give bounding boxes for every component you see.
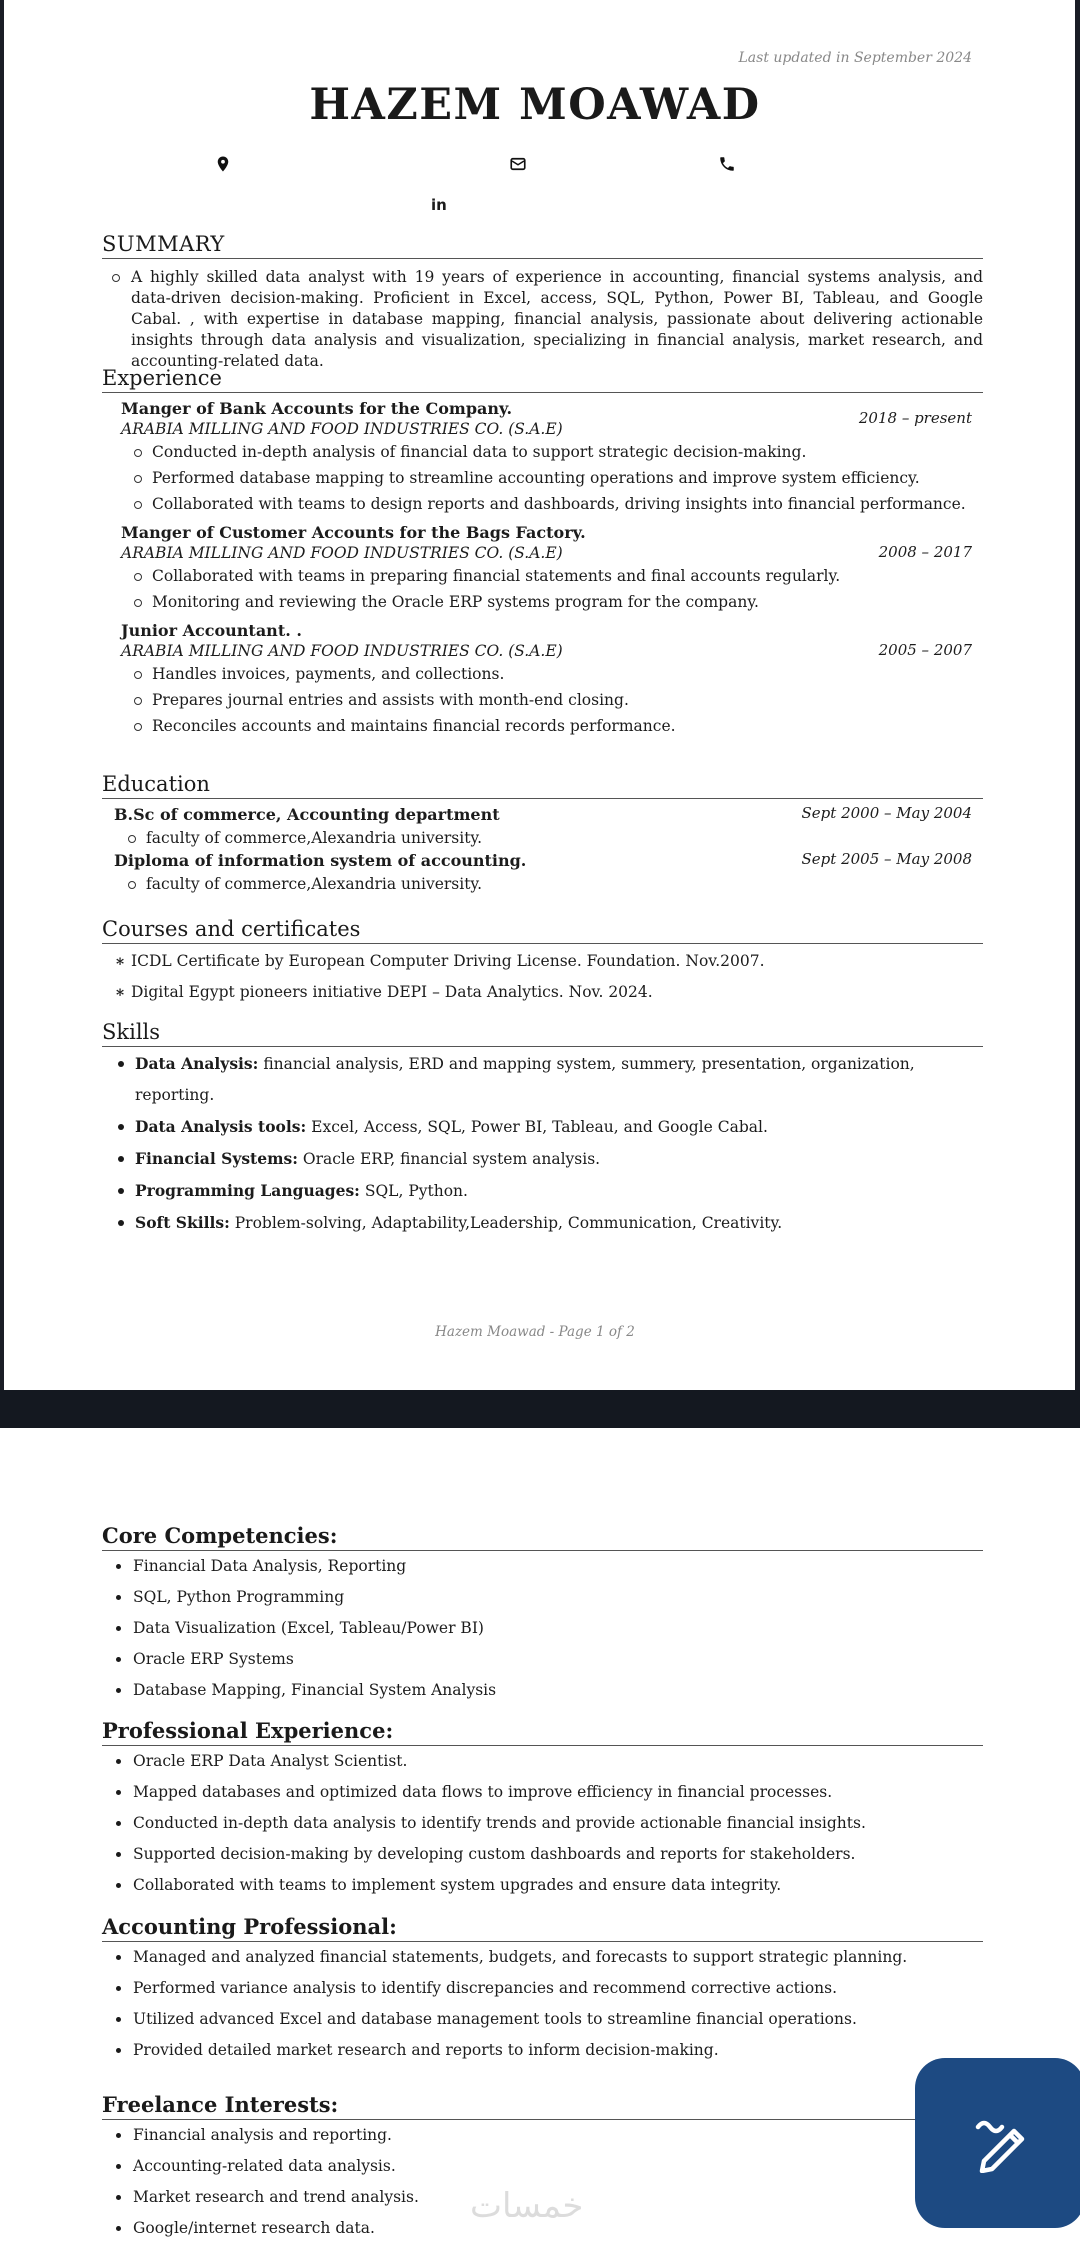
job-dates: 2008 – 2017: [878, 543, 972, 561]
list-item: Managed and analyzed financial statements, budgets, and forecasts to support strategic planning.: [102, 1942, 983, 1973]
list-item: SQL, Python Programming: [102, 1582, 983, 1613]
skill-label: Financial Systems:: [135, 1149, 298, 1168]
experience-heading: Experience: [102, 366, 983, 393]
list-item: Monitoring and reviewing the Oracle ERP systems program for the company.: [102, 589, 983, 615]
list-item: Data Visualization (Excel, Tableau/Power BI): [102, 1613, 983, 1644]
list-item: Prepares journal entries and assists with month-end closing.: [102, 687, 983, 713]
accounting-professional-section: [102, 1914, 983, 2066]
page-edge-right: [1075, 0, 1080, 1390]
list-item: [102, 1048, 983, 1111]
list-item: * ICDL Certificate by European Computer Driving License. Foundation. Nov.2007.: [102, 946, 983, 977]
skill-text: SQL, Python.: [364, 1182, 468, 1200]
page-edge-left: [0, 0, 4, 1390]
professional-experience-section: [102, 1718, 983, 1901]
skill-label: Data Analysis tools:: [135, 1117, 307, 1136]
job-entry: [102, 523, 983, 615]
list-item: Financial analysis and reporting.: [102, 2120, 983, 2151]
job-entry: [102, 399, 983, 517]
edit-fab-button[interactable]: [915, 2058, 1080, 2228]
skill-label: Data Analysis:: [135, 1054, 259, 1073]
list-item: [102, 1111, 983, 1143]
email-icon[interactable]: [509, 155, 527, 173]
list-item: * Digital Egypt pioneers initiative DEPI – Data Analytics. Nov. 2024.: [102, 977, 983, 1008]
list-item: Oracle ERP Systems: [102, 1644, 983, 1675]
list-item: Handles invoices, payments, and collections.: [102, 661, 983, 687]
job-title: Junior Accountant. .: [121, 621, 302, 640]
accounting-professional-heading: Accounting Professional:: [102, 1914, 983, 1942]
skills-heading: Skills: [102, 1020, 983, 1047]
list-item: Financial Data Analysis, Reporting: [102, 1551, 983, 1582]
job-entry: [102, 621, 983, 739]
skill-text: Excel, Access, SQL, Power BI, Tableau, and Google Cabal.: [311, 1118, 768, 1136]
site-watermark: خمسات: [470, 2186, 584, 2226]
list-item: Performed variance analysis to identify discrepancies and recommend corrective actions.: [102, 1973, 983, 2004]
degree-title: Diploma of information system of accounting.: [114, 851, 527, 870]
courses-heading: Courses and certificates: [102, 917, 983, 944]
professional-experience-heading: Professional Experience:: [102, 1718, 983, 1746]
linkedin-icon[interactable]: in: [431, 196, 447, 214]
job-title: Manger of Customer Accounts for the Bags Factory.: [121, 523, 586, 542]
job-dates: 2018 – present: [858, 409, 972, 427]
job-dates: 2005 – 2007: [878, 641, 972, 659]
list-item: Mapped databases and optimized data flows to improve efficiency in financial processes.: [102, 1777, 983, 1808]
job-company: ARABIA MILLING AND FOOD INDUSTRIES CO. (S.A.E): [121, 420, 563, 438]
job-company: ARABIA MILLING AND FOOD INDUSTRIES CO. (S.A.E): [121, 642, 563, 660]
page-footer: Hazem Moawad - Page 1 of 2: [435, 1324, 635, 1340]
degree-dates: Sept 2000 – May 2004: [801, 804, 972, 822]
skill-label: Programming Languages:: [135, 1181, 360, 1200]
education-entry: [102, 804, 983, 850]
education-entry: [102, 850, 983, 896]
list-item: [102, 1207, 983, 1239]
core-competencies-section: [102, 1523, 983, 1706]
list-item: Reconciles accounts and maintains financial records performance.: [102, 713, 983, 739]
list-item: Google/internet research data.: [102, 2213, 983, 2244]
skill-text: Oracle ERP, financial system analysis.: [302, 1150, 601, 1168]
job-company: ARABIA MILLING AND FOOD INDUSTRIES CO. (S.A.E): [121, 544, 563, 562]
skill-text: Problem-solving, Adaptability,Leadership, Communication, Creativity.: [234, 1214, 783, 1232]
location-icon[interactable]: [214, 155, 232, 173]
courses-section: [102, 917, 983, 1008]
skills-section: [102, 1020, 983, 1239]
phone-icon[interactable]: [718, 155, 736, 173]
list-item: Supported decision-making by developing custom dashboards and reports for stakeholders.: [102, 1839, 983, 1870]
page-separator: [0, 1390, 1080, 1428]
list-item: faculty of commerce,Alexandria university.: [114, 872, 983, 896]
experience-section: [102, 366, 983, 739]
list-item: Database Mapping, Financial System Analysis: [102, 1675, 983, 1706]
summary-heading: SUMMARY: [102, 232, 983, 259]
list-item: [102, 1175, 983, 1207]
last-updated: Last updated in September 2024: [738, 50, 972, 66]
list-item: Conducted in-depth data analysis to identify trends and provide actionable financial insights.: [102, 1808, 983, 1839]
edit-pen-icon: [970, 2113, 1030, 2173]
list-item: Accounting-related data analysis.: [102, 2151, 983, 2182]
core-competencies-heading: Core Competencies:: [102, 1523, 983, 1551]
list-item: Market research and trend analysis.: [102, 2182, 983, 2213]
list-item: Oracle ERP Data Analyst Scientist.: [102, 1746, 983, 1777]
education-heading: Education: [102, 772, 983, 799]
list-item: [102, 1143, 983, 1175]
list-item: Utilized advanced Excel and database management tools to streamline financial operations.: [102, 2004, 983, 2035]
candidate-name: HAZEM MOAWAD: [309, 80, 761, 130]
list-item: Conducted in-depth analysis of financial data to support strategic decision-making.: [102, 439, 983, 465]
summary-section: [102, 232, 983, 372]
list-item: faculty of commerce,Alexandria university.: [114, 826, 983, 850]
skill-text: financial analysis, ERD and mapping system, summery, presentation, organization, reporting.: [135, 1055, 915, 1104]
list-item: Collaborated with teams in preparing financial statements and final accounts regularly.: [102, 563, 983, 589]
list-item: Performed database mapping to streamline accounting operations and improve system efficiency.: [102, 465, 983, 491]
freelance-interests-heading: Freelance Interests:: [102, 2092, 983, 2120]
job-title: Manger of Bank Accounts for the Company.: [121, 399, 513, 418]
degree-dates: Sept 2005 – May 2008: [801, 850, 972, 868]
summary-text: A highly skilled data analyst with 19 years of experience in accounting, financial systems analysis, and data-driven decision-making. Proficient in Excel, access, SQL, Python, Power BI, Tableau, and Google Cabal. , with expertise in database mapping, financial analysis, passionate about delivering actionable insights through data analysis and visualization, specializing in financial analysis, market research, and accounting-related data.: [102, 267, 983, 372]
list-item: Provided detailed market research and reports to inform decision-making.: [102, 2035, 983, 2066]
degree-title: B.Sc of commerce, Accounting department: [114, 805, 500, 824]
skill-label: Soft Skills:: [135, 1213, 230, 1232]
list-item: Collaborated with teams to implement system upgrades and ensure data integrity.: [102, 1870, 983, 1901]
list-item: Collaborated with teams to design reports and dashboards, driving insights into financial performance.: [102, 491, 983, 517]
education-section: [102, 772, 983, 896]
